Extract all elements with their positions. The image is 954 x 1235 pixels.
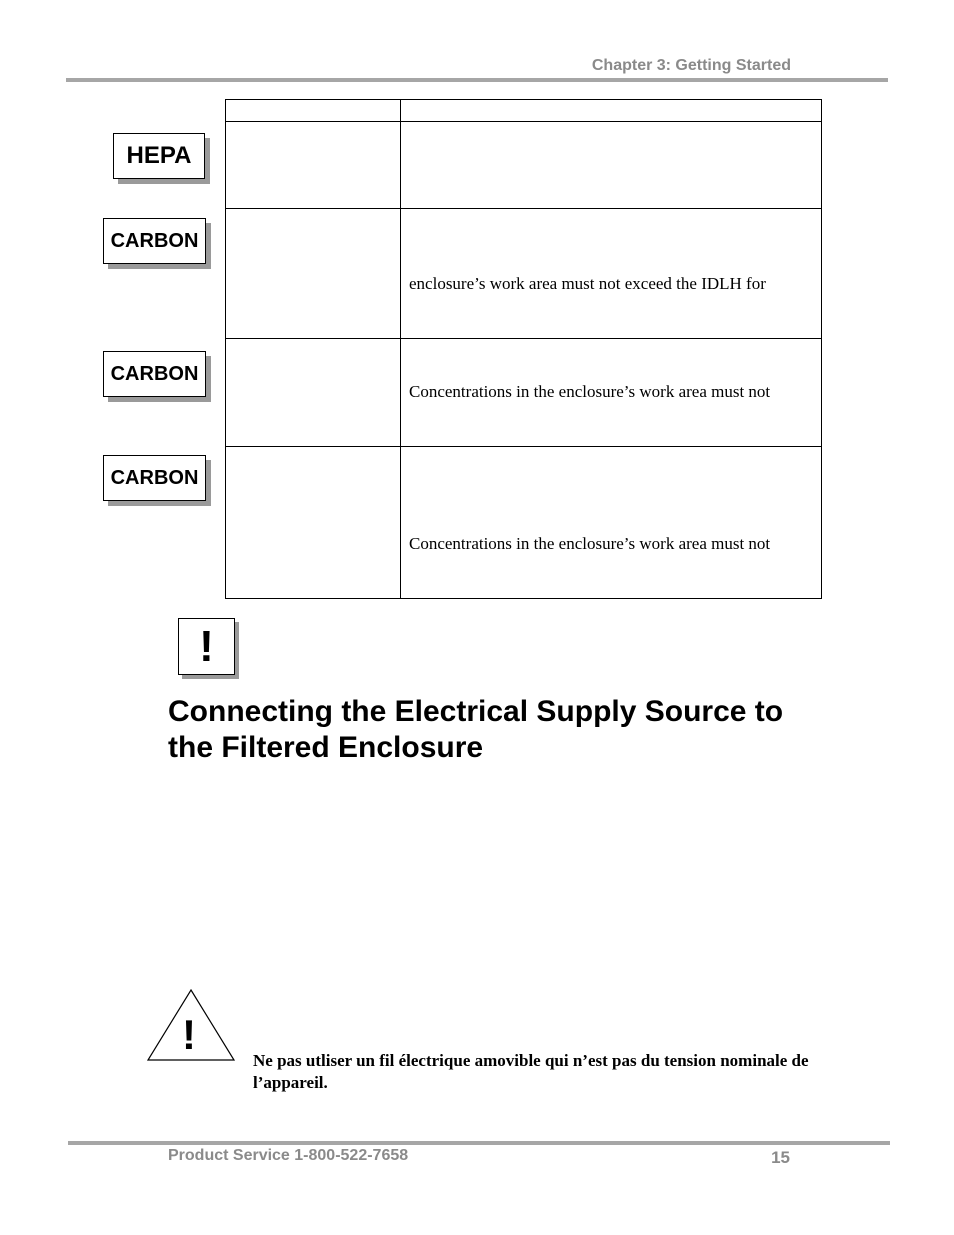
table-cell-description: enclosure’s work area must not exceed the IDLH for bbox=[409, 274, 766, 293]
column-divider bbox=[400, 100, 401, 598]
exclamation-icon: ! bbox=[178, 618, 235, 675]
row-divider bbox=[226, 338, 821, 339]
hepa-filter-label: HEPA bbox=[113, 133, 205, 179]
product-service-phone: Product Service 1-800-522-7658 bbox=[168, 1147, 409, 1164]
row-divider bbox=[226, 208, 821, 209]
header-divider bbox=[66, 78, 888, 82]
carbon-filter-label: CARBON bbox=[103, 218, 206, 264]
warning-text: Ne pas utliser un fil électrique amovible qui n’est pas du tension nominale de l’appareil. bbox=[253, 1051, 809, 1092]
filter-table bbox=[225, 99, 822, 599]
row-divider bbox=[226, 446, 821, 447]
section-heading: Connecting the Electrical Supply Source to the Filtered Enclosure bbox=[168, 695, 784, 764]
carbon-filter-label: CARBON bbox=[103, 351, 206, 397]
table-cell-description: Concentrations in the enclosure’s work area must not bbox=[409, 534, 771, 553]
warning-symbol: ! bbox=[182, 1011, 196, 1058]
footer-divider bbox=[68, 1141, 890, 1145]
row-divider bbox=[226, 121, 821, 122]
table-cell-description: Concentrations in the enclosure’s work area must not bbox=[409, 382, 771, 401]
warning-triangle-icon bbox=[146, 988, 236, 1062]
page-number: 15 bbox=[771, 1148, 790, 1167]
carbon-filter-label: CARBON bbox=[103, 455, 206, 501]
chapter-title: Chapter 3: Getting Started bbox=[591, 57, 791, 74]
